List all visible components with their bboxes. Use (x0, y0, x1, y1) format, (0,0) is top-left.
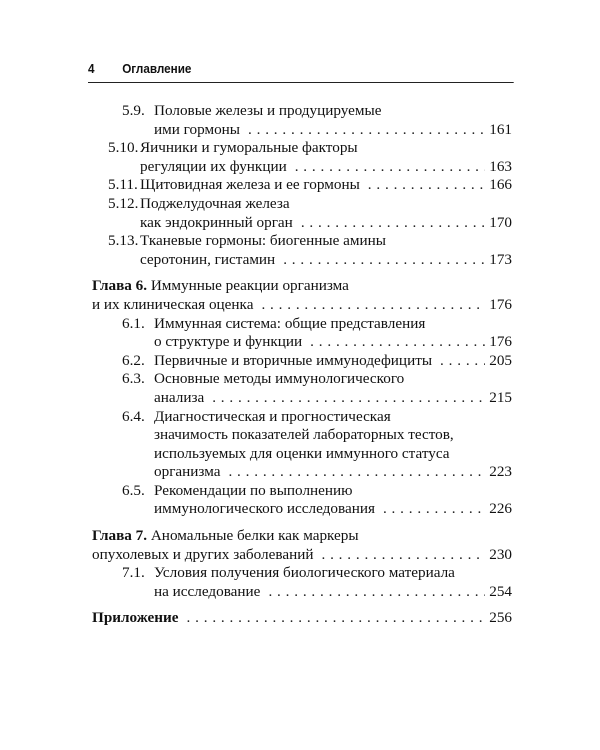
section-title-line: о структуре и функции (154, 333, 303, 351)
toc-page-number: 173 (489, 250, 512, 268)
toc-line (122, 102, 512, 121)
section-title-line: Тканевые гормоны: биогенные амины (140, 232, 386, 250)
toc-entry[interactable] (92, 370, 512, 407)
toc-line (122, 352, 512, 371)
toc-line (122, 408, 512, 427)
toc-page-number: 226 (489, 500, 512, 518)
toc-entry[interactable] (92, 408, 512, 482)
toc-line (92, 527, 512, 546)
section-title-line: ими гормоны (154, 120, 241, 138)
toc-page-number: 176 (489, 333, 512, 351)
section-number: 5.11. (108, 176, 138, 194)
chapter-label: Глава 6. (92, 277, 148, 295)
dot-leader (440, 352, 485, 371)
toc-entry[interactable] (92, 139, 512, 176)
toc-line (108, 176, 512, 195)
toc-entry[interactable] (92, 482, 512, 519)
section-title-line: на исследование (154, 582, 261, 600)
section-title-line: Основные методы иммунологического (154, 370, 405, 388)
toc-line (122, 500, 512, 519)
toc-line (108, 251, 512, 270)
section-title-line: Рекомендации по выполнению (154, 481, 353, 499)
toc-entry[interactable] (92, 232, 512, 269)
section-number: 5.13. (108, 232, 139, 250)
section-title-line: Первичные и вторичные иммунодефициты (154, 351, 433, 369)
toc-line (122, 482, 512, 501)
table-of-contents (92, 102, 512, 628)
toc-entry[interactable] (92, 315, 512, 352)
toc-page-number: 170 (489, 213, 512, 231)
toc-entry[interactable] (92, 102, 512, 139)
page-number: 4 (88, 61, 95, 76)
section-number: 6.5. (122, 481, 145, 499)
toc-line (122, 583, 512, 602)
dot-leader (268, 583, 485, 602)
dot-leader (321, 546, 485, 565)
toc-line (92, 546, 512, 565)
section-title-line: иммунологического исследования (154, 500, 375, 518)
dot-leader (383, 500, 485, 519)
toc-entry[interactable] (92, 277, 512, 314)
toc-page-number: 230 (489, 545, 512, 563)
section-number: 5.12. (108, 194, 139, 212)
dot-leader (283, 251, 485, 270)
chapter-label: Глава 7. (92, 527, 148, 545)
section-title-line: Иммунная система: общие представления (154, 314, 426, 332)
toc-line (92, 296, 512, 315)
section-number: 5.9. (122, 102, 145, 119)
toc-page-number: 215 (489, 388, 512, 406)
section-title-line: используемых для оценки иммунного статуса (154, 444, 450, 462)
toc-entry[interactable] (92, 176, 512, 195)
toc-page-number: 254 (489, 582, 512, 600)
section-title-line: организма (154, 463, 221, 481)
toc-line (92, 277, 512, 296)
dot-leader (248, 121, 485, 140)
section-number: 6.1. (122, 314, 145, 332)
running-head (88, 60, 514, 83)
dot-leader (301, 214, 485, 233)
toc-line (122, 315, 512, 334)
section-title: Оглавление (122, 61, 192, 76)
toc-line (108, 214, 512, 233)
dot-leader (310, 333, 485, 352)
section-number: 6.2. (122, 351, 145, 369)
toc-page-number: 256 (489, 609, 512, 627)
toc-page-number: 205 (489, 351, 512, 369)
toc-page-number: 176 (489, 295, 512, 313)
toc-entry[interactable] (92, 195, 512, 232)
toc-line (122, 333, 512, 352)
section-title-line: анализа (154, 388, 205, 406)
section-title-line: Щитовидная железа и ее гормоны (140, 176, 360, 194)
section-title-line: значимость показателей лабораторных тестов, (154, 426, 454, 444)
section-number: 6.3. (122, 370, 145, 388)
toc-entry[interactable] (92, 564, 512, 601)
section-title-line: Условия получения биологического материала (154, 564, 455, 582)
dot-leader (295, 158, 486, 177)
toc-page-number: 166 (489, 176, 512, 194)
section-title-line: серотонин, гистамин (140, 250, 276, 268)
section-title-line: как эндокринный орган (140, 213, 293, 231)
toc-line (108, 139, 512, 158)
toc-line (108, 158, 512, 177)
toc-line (122, 389, 512, 408)
section-number: 5.10. (108, 139, 139, 157)
toc-entry[interactable] (92, 527, 512, 564)
toc-line (122, 564, 512, 583)
section-title-line: Яичники и гуморальные факторы (140, 139, 358, 157)
section-title-line: Поджелудочная железа (140, 194, 290, 212)
toc-line (108, 232, 512, 251)
chapter-title-line: опухолевых и других заболеваний (92, 545, 314, 563)
section-title-line: регуляции их функции (140, 157, 287, 175)
dot-leader (228, 463, 485, 482)
toc-entry[interactable] (92, 609, 512, 628)
section-title-line: Половые железы и продуцируемые (154, 102, 382, 119)
toc-page-number: 163 (489, 157, 512, 175)
appendix-title: Приложение (92, 609, 179, 627)
toc-line (122, 370, 512, 389)
toc-entry[interactable] (92, 352, 512, 371)
toc-line (92, 609, 512, 628)
toc-line (108, 195, 512, 214)
dot-leader (187, 609, 486, 628)
toc-page-number: 223 (489, 463, 512, 481)
dot-leader (212, 389, 485, 408)
chapter-title-line: Аномальные белки как маркеры (150, 527, 359, 545)
section-number: 7.1. (122, 564, 145, 582)
toc-line (122, 426, 512, 445)
toc-line (122, 445, 512, 464)
toc-line (122, 121, 512, 140)
dot-leader (261, 296, 485, 315)
section-number: 6.4. (122, 407, 145, 425)
section-title-line: Диагностическая и прогностическая (154, 407, 391, 425)
chapter-title-line: Иммунные реакции организма (150, 277, 349, 295)
toc-page-number: 161 (489, 120, 512, 138)
chapter-title-line: и их клиническая оценка (92, 295, 254, 313)
dot-leader (368, 176, 485, 195)
toc-line (122, 463, 512, 482)
